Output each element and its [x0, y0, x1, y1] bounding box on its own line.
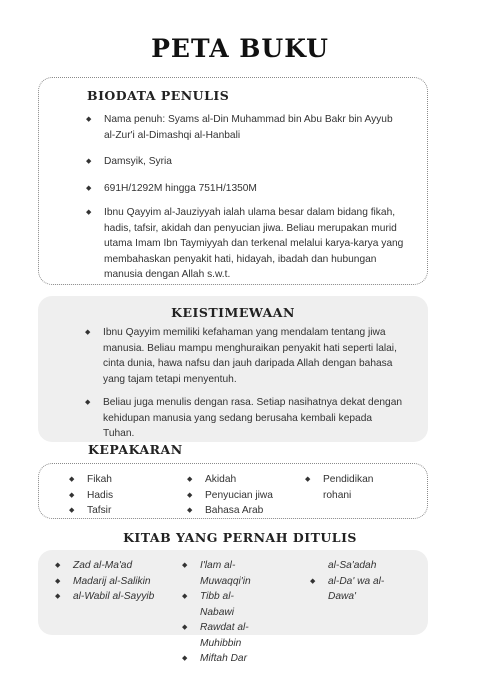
diamond-bullet-icon: ◆: [55, 577, 61, 585]
list-item: ◆ Penyucian jiwa: [185, 488, 295, 504]
kitab-col-1: [53, 558, 173, 605]
diamond-bullet-icon: ◆: [86, 158, 92, 165]
list-item: ◆ Zad al-Ma'ad: [53, 558, 173, 574]
keistimewaan-section: [38, 296, 428, 442]
diamond-bullet-icon: ◆: [187, 507, 193, 514]
page-title: PETA BUKU: [151, 34, 329, 63]
list-item: ◆ Bahasa Arab: [185, 503, 295, 519]
kepakaran-col-2: [185, 472, 295, 519]
list-item: al-Sa'adah: [328, 560, 377, 571]
biodata-heading: BIODATA PENULIS: [87, 88, 230, 103]
list-item: ◆ Fikah: [67, 472, 167, 488]
list-item: ◆ Beliau juga menulis dengan rasa. Setiap nasihatnya dekat dengan kehidupan manusia yang sedang berusaha kembali kepada Tuhan.: [85, 397, 403, 439]
biodata-section: [38, 77, 428, 285]
list-item: ◆ 691H/1292M hingga 751H/1350M: [84, 181, 404, 197]
keistimewaan-list: [83, 325, 403, 442]
keistimewaan-heading: KEISTIMEWAAN: [171, 305, 295, 320]
list-item: ◆ Damsyik, Syria: [84, 154, 404, 170]
diamond-bullet-icon: ◆: [86, 116, 92, 123]
diamond-bullet-icon: ◆: [85, 329, 91, 336]
list-item: ◆ Hadis: [67, 488, 167, 504]
list-item: ◆ Pendidikan rohani: [305, 474, 374, 501]
kitab-section: [38, 550, 428, 664]
diamond-bullet-icon: ◆: [85, 399, 91, 406]
list-item: ◆ Akidah: [185, 472, 295, 488]
list-item: ◆ Ibnu Qayyim memiliki kefahaman yang mendalam tentang jiwa manusia. Beliau mampu menghuraikan penyakit hati seperti lalai, cinta dunia, hawa nafsu dan jauh daripada Allah dengan bahasa yang tajam tetapi menyentuh.: [85, 327, 397, 385]
diamond-bullet-icon: ◆: [86, 209, 92, 216]
kepakaran-section: [38, 463, 428, 519]
diamond-bullet-icon: ◆: [182, 655, 188, 662]
diamond-bullet-icon: ◆: [55, 562, 61, 569]
list-item: ◆ Nama penuh: Syams al-Din Muhammad bin Abu Bakr bin Ayyub al-Zur'i al-Dimashqi al-Hanbali: [86, 114, 393, 141]
kepakaran-col-3: [303, 472, 385, 503]
diamond-bullet-icon: ◆: [69, 507, 75, 514]
list-item: ◆ Tibb al-Nabawi: [182, 591, 234, 618]
kitab-col-2: [180, 558, 266, 667]
list-item: ◆ Rawdat al-Muhibbin: [182, 622, 249, 649]
diamond-bullet-icon: ◆: [310, 577, 316, 585]
diamond-bullet-icon: ◆: [182, 593, 188, 600]
diamond-bullet-icon: ◆: [69, 491, 75, 499]
list-item: ◆ al-Da' wa al-Dawa': [310, 575, 385, 602]
diamond-bullet-icon: ◆: [182, 562, 188, 569]
diamond-bullet-icon: ◆: [187, 491, 193, 499]
diamond-bullet-icon: ◆: [305, 476, 311, 483]
list-item: ◆ Tafsir: [67, 503, 167, 519]
list-item: ◆ Madarij al-Salikin: [53, 574, 173, 590]
list-item: ◆ Ibnu Qayyim al-Jauziyyah ialah ulama besar dalam bidang fikah, hadis, tafsir, akidah dan penyucian jiwa. Beliau merupakan murid utama Imam Ibn Taymiyyah dan terkenal melalui karya-karya yang membahaskan penyakit hati, hidayah, ibadah dan hubungan manusia dengan Allah s.w.t.: [86, 207, 404, 280]
kitab-heading: KITAB YANG PERNAH DITULIS: [123, 530, 357, 545]
biodata-list: [84, 112, 404, 283]
list-item: ◆ al-Wabil al-Sayyib: [53, 589, 173, 605]
diamond-bullet-icon: ◆: [69, 476, 75, 483]
kepakaran-heading: KEPAKARAN: [88, 442, 183, 457]
diamond-bullet-icon: ◆: [86, 184, 92, 192]
diamond-bullet-icon: ◆: [55, 593, 61, 600]
list-item: ◆ Miftah Dar: [180, 651, 266, 667]
diamond-bullet-icon: ◆: [182, 624, 188, 631]
kepakaran-col-1: [67, 472, 167, 519]
diamond-bullet-icon: ◆: [187, 476, 193, 483]
kitab-col-3: [308, 558, 390, 605]
list-item: ◆ I'lam al-Muwaqqi'in: [182, 560, 251, 587]
